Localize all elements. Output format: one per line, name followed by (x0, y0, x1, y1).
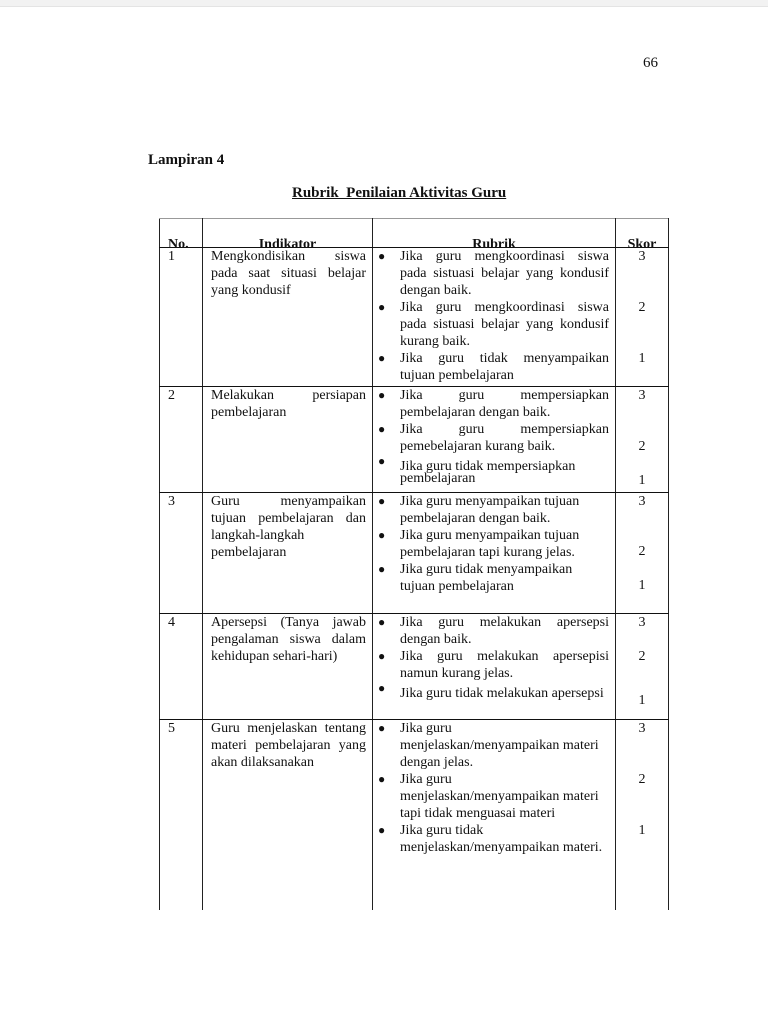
bullet-icon: ● (378, 649, 386, 663)
indicator-cell: Melakukan persiapan pembelajaran (203, 387, 373, 493)
header-indikator: Indikator (203, 219, 373, 248)
score-value: 3 (638, 249, 646, 264)
score-cell (616, 720, 669, 911)
score-cell (616, 493, 669, 614)
bullet-icon: ● (378, 562, 386, 576)
bullet-icon: ● (378, 249, 386, 263)
rubric-item: ● Jika guru melakukan apersepisi namun kurang jelas. (378, 649, 609, 681)
table-row (160, 614, 669, 720)
rubric-item: ● Jika guru tidak melakukan apersepsi (378, 681, 604, 701)
bullet-icon: ● (378, 300, 386, 314)
score-value: 1 (638, 351, 646, 366)
row-number: 4 (160, 614, 203, 720)
row-number: 3 (160, 493, 203, 614)
rubric-cell (373, 720, 616, 911)
rubric-item: ● Jika guru tidak menyampaikan tujuan pembelajaran (378, 562, 573, 594)
row-number: 5 (160, 720, 203, 911)
row-number: 2 (160, 387, 203, 493)
rubric-item: ● Jika guru mengkoordinasi siswa pada sistuasi belajar yang kondusif dengan baik. (378, 249, 609, 298)
rubric-item: ● Jika guru mempersiapkan pemebelajaran kurang baik. (378, 422, 609, 454)
bullet-icon: ● (378, 823, 386, 837)
rubric-item: ● Jika guru menjelaskan/menyampaikan materi dengan jelas. (378, 721, 599, 770)
indicator-cell: Apersepsi (Tanya jawab pengalaman siswa dalam kehidupan sehari-hari) (203, 614, 373, 720)
rubric-item: ● Jika guru tidak menjelaskan/menyampaikan materi. (378, 823, 603, 855)
bullet-icon: ● (378, 494, 386, 508)
bullet-icon: ● (378, 422, 386, 436)
table-row (160, 493, 669, 614)
score-value: 2 (638, 439, 646, 454)
header-rubrik: Rubrik (373, 219, 616, 248)
indicator-cell: Mengkondisikan siswa pada saat situasi belajar yang kondusif (203, 248, 373, 387)
score-value: 3 (638, 721, 646, 736)
score-value: 1 (638, 693, 646, 708)
bullet-icon: ● (378, 528, 386, 542)
score-value: 3 (638, 388, 646, 403)
rubric-table (159, 218, 669, 910)
score-value: 2 (638, 649, 646, 664)
score-value: 3 (638, 615, 646, 630)
score-cell (616, 248, 669, 387)
appendix-label: Lampiran 4 (148, 152, 225, 168)
score-value: 1 (638, 578, 646, 593)
bullet-icon: ● (378, 351, 386, 365)
table-row (160, 248, 669, 387)
rubric-item: ● Jika guru mengkoordinasi siswa pada sistuasi belajar yang kondusif kurang baik. (378, 300, 609, 349)
table-header-row (160, 219, 669, 248)
score-value: 1 (638, 823, 646, 838)
rubric-item: ● Jika guru melakukan apersepsi dengan baik. (378, 615, 609, 647)
document-page (0, 6, 768, 1025)
bullet-icon: ● (378, 454, 386, 468)
indicator-cell: Guru menjelaskan tentang materi pembelajaran yang akan dilaksanakan (203, 720, 373, 911)
rubric-cell (373, 248, 616, 387)
score-value: 3 (638, 494, 646, 509)
row-number: 1 (160, 248, 203, 387)
score-value: 2 (638, 772, 646, 787)
table-row (160, 387, 669, 493)
page-number: 66 (643, 55, 658, 71)
bullet-icon: ● (378, 388, 386, 402)
bullet-icon: ● (378, 721, 386, 735)
rubric-item: ● Jika guru menyampaikan tujuan pembelajaran tapi kurang jelas. (378, 528, 580, 560)
score-value: 2 (638, 544, 646, 559)
document-title: Rubrik Penilaian Aktivitas Guru (292, 185, 507, 201)
indicator-cell: Guru menyampaikan tujuan pembelajaran dan langkah-langkah pembelajaran (203, 493, 373, 614)
rubric-cell (373, 493, 616, 614)
rubric-item: ● Jika guru mempersiapkan pembelajaran dengan baik. (378, 388, 609, 420)
score-cell (616, 387, 669, 493)
bullet-icon: ● (378, 681, 386, 695)
bullet-icon: ● (378, 772, 386, 786)
score-cell (616, 614, 669, 720)
table-row (160, 720, 669, 911)
score-value: 1 (638, 473, 646, 488)
rubric-item: ● Jika guru menjelaskan/menyampaikan materi tapi tidak menguasai materi (378, 772, 599, 821)
rubric-cell (373, 614, 616, 720)
rubric-item: ● Jika guru tidak menyampaikan tujuan pembelajaran (378, 351, 609, 383)
score-value: 2 (638, 300, 646, 315)
header-no: No. (160, 219, 203, 248)
header-skor: Skor (616, 219, 669, 248)
rubric-item: ● Jika guru menyampaikan tujuan pembelajaran dengan baik. (378, 494, 580, 526)
rubric-cell (373, 387, 616, 493)
rubric-item: ● Jika guru tidak mempersiapkan pembelajaran (378, 454, 576, 486)
bullet-icon: ● (378, 615, 386, 629)
